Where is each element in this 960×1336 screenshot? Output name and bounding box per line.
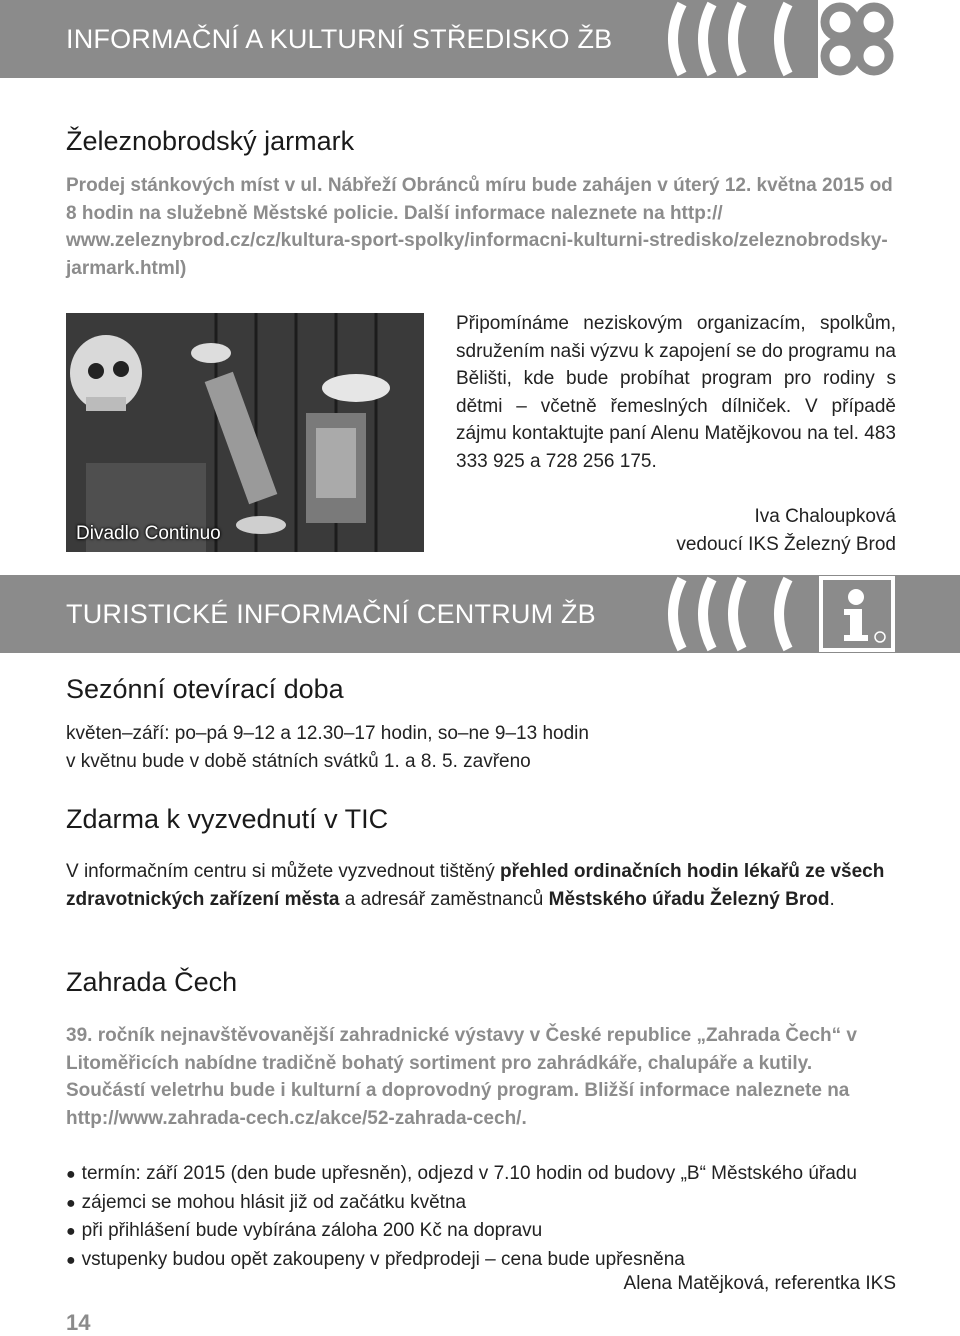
zahrada-heading: Zahrada Čech — [66, 967, 238, 997]
photo-caption: Divadlo Continuo — [76, 523, 221, 544]
iks-logo — [818, 0, 960, 78]
free-text-part: V informačním centru si můžete vyzvednout tištěný — [66, 861, 501, 882]
tic-logo — [818, 575, 960, 653]
section-title: TURISTICKÉ INFORMAČNÍ CENTRUM ŽB — [66, 599, 596, 629]
info-icon — [818, 575, 898, 653]
page-number: 14 — [66, 1310, 91, 1335]
cross-logo-icon — [818, 0, 960, 78]
zahrada-signature: Alena Matějková, referentka IKS — [623, 1273, 896, 1294]
free-text — [66, 858, 896, 913]
list-item: ● vstupenky budou opět zakoupeny v předprodeji – cena bude upřesněna — [66, 1246, 926, 1275]
section-banner-iks — [0, 0, 960, 78]
list-item: ● zájemci se mohou hlásit již od začátku května — [66, 1189, 926, 1218]
zahrada-text: 39. ročník nejnavštěvovanější zahradnické výstavy v České republice „Zahrada Čech“ v Litoměřicích nabídne tradičně bohatý sortiment pro zahrádkáře, chalupáře a kutily. Součástí veletrhu bude i kulturní a doprovodný program. Bližší informace naleznete na http://www.zahrada-cech.cz/akce/52-zahrada-cech/. — [66, 1025, 857, 1129]
signature-name: Iva Chaloupková — [754, 506, 896, 527]
free-text-bold: přehled ordinačních hodin lékařů ze všech zdravotnických zařízení města — [66, 861, 885, 910]
appeal-signature — [676, 503, 896, 558]
jarmark-text: Prodej stánkových míst v ul. Nábřeží Obránců míru bude zahájen v úterý 12. května 2015 od 8 hodin na služebně Městské policie. Další informace naleznete na http:// www.zeleznybrod.cz/cz/kultura-sport-spolky/informacni-kulturni-stredisko/zeleznobrodsky-jarmark.html) — [66, 175, 893, 279]
free-text-part: . — [829, 888, 835, 910]
puppet-image — [66, 313, 424, 552]
free-text-bold: Městského úřadu Železný Brod — [548, 888, 830, 910]
theatre-photo — [66, 313, 424, 552]
free-heading: Zdarma k vyzvednutí v TIC — [66, 804, 389, 834]
list-item: ● při přihlášení bude vybírána záloha 200 Kč na dopravu — [66, 1217, 926, 1246]
appeal-text: Připomínáme neziskovým organizacím, spolkům, sdružením naši výzvu k zapojení se do programu na Bělišti, kde bude probíhat program pro rodiny s dětmi – včetně řemeslných dílniček. V případě zájmu kontaktujte paní Alenu Matějkovou na tel. 483 333 925 a 728 256 175. — [456, 313, 896, 472]
bracket-decoration — [660, 0, 810, 78]
signature-role: vedoucí IKS Železný Brod — [676, 533, 896, 555]
section-title: INFORMAČNÍ A KULTURNÍ STŘEDISKO ŽB — [66, 24, 613, 54]
zahrada-bullet-list — [66, 1160, 926, 1274]
opening-hours — [66, 720, 896, 775]
opening-line-1: květen–září: po–pá 9–12 a 12.30–17 hodin, so–ne 9–13 hodin — [66, 723, 589, 744]
opening-heading: Sezónní otevírací doba — [66, 674, 344, 704]
list-item: ● termín: září 2015 (den bude upřesněn), odjezd v 7.10 hodin od budovy „B“ Městského úřadu — [66, 1160, 926, 1189]
bracket-decoration — [660, 575, 810, 653]
section-banner-tic — [0, 575, 960, 653]
free-text-part: a adresář zaměstnanců — [339, 888, 549, 910]
jarmark-heading: Železnobrodský jarmark — [66, 126, 355, 156]
opening-line-2: v květnu bude v době státních svátků 1. a 8. 5. zavřeno — [66, 750, 531, 772]
